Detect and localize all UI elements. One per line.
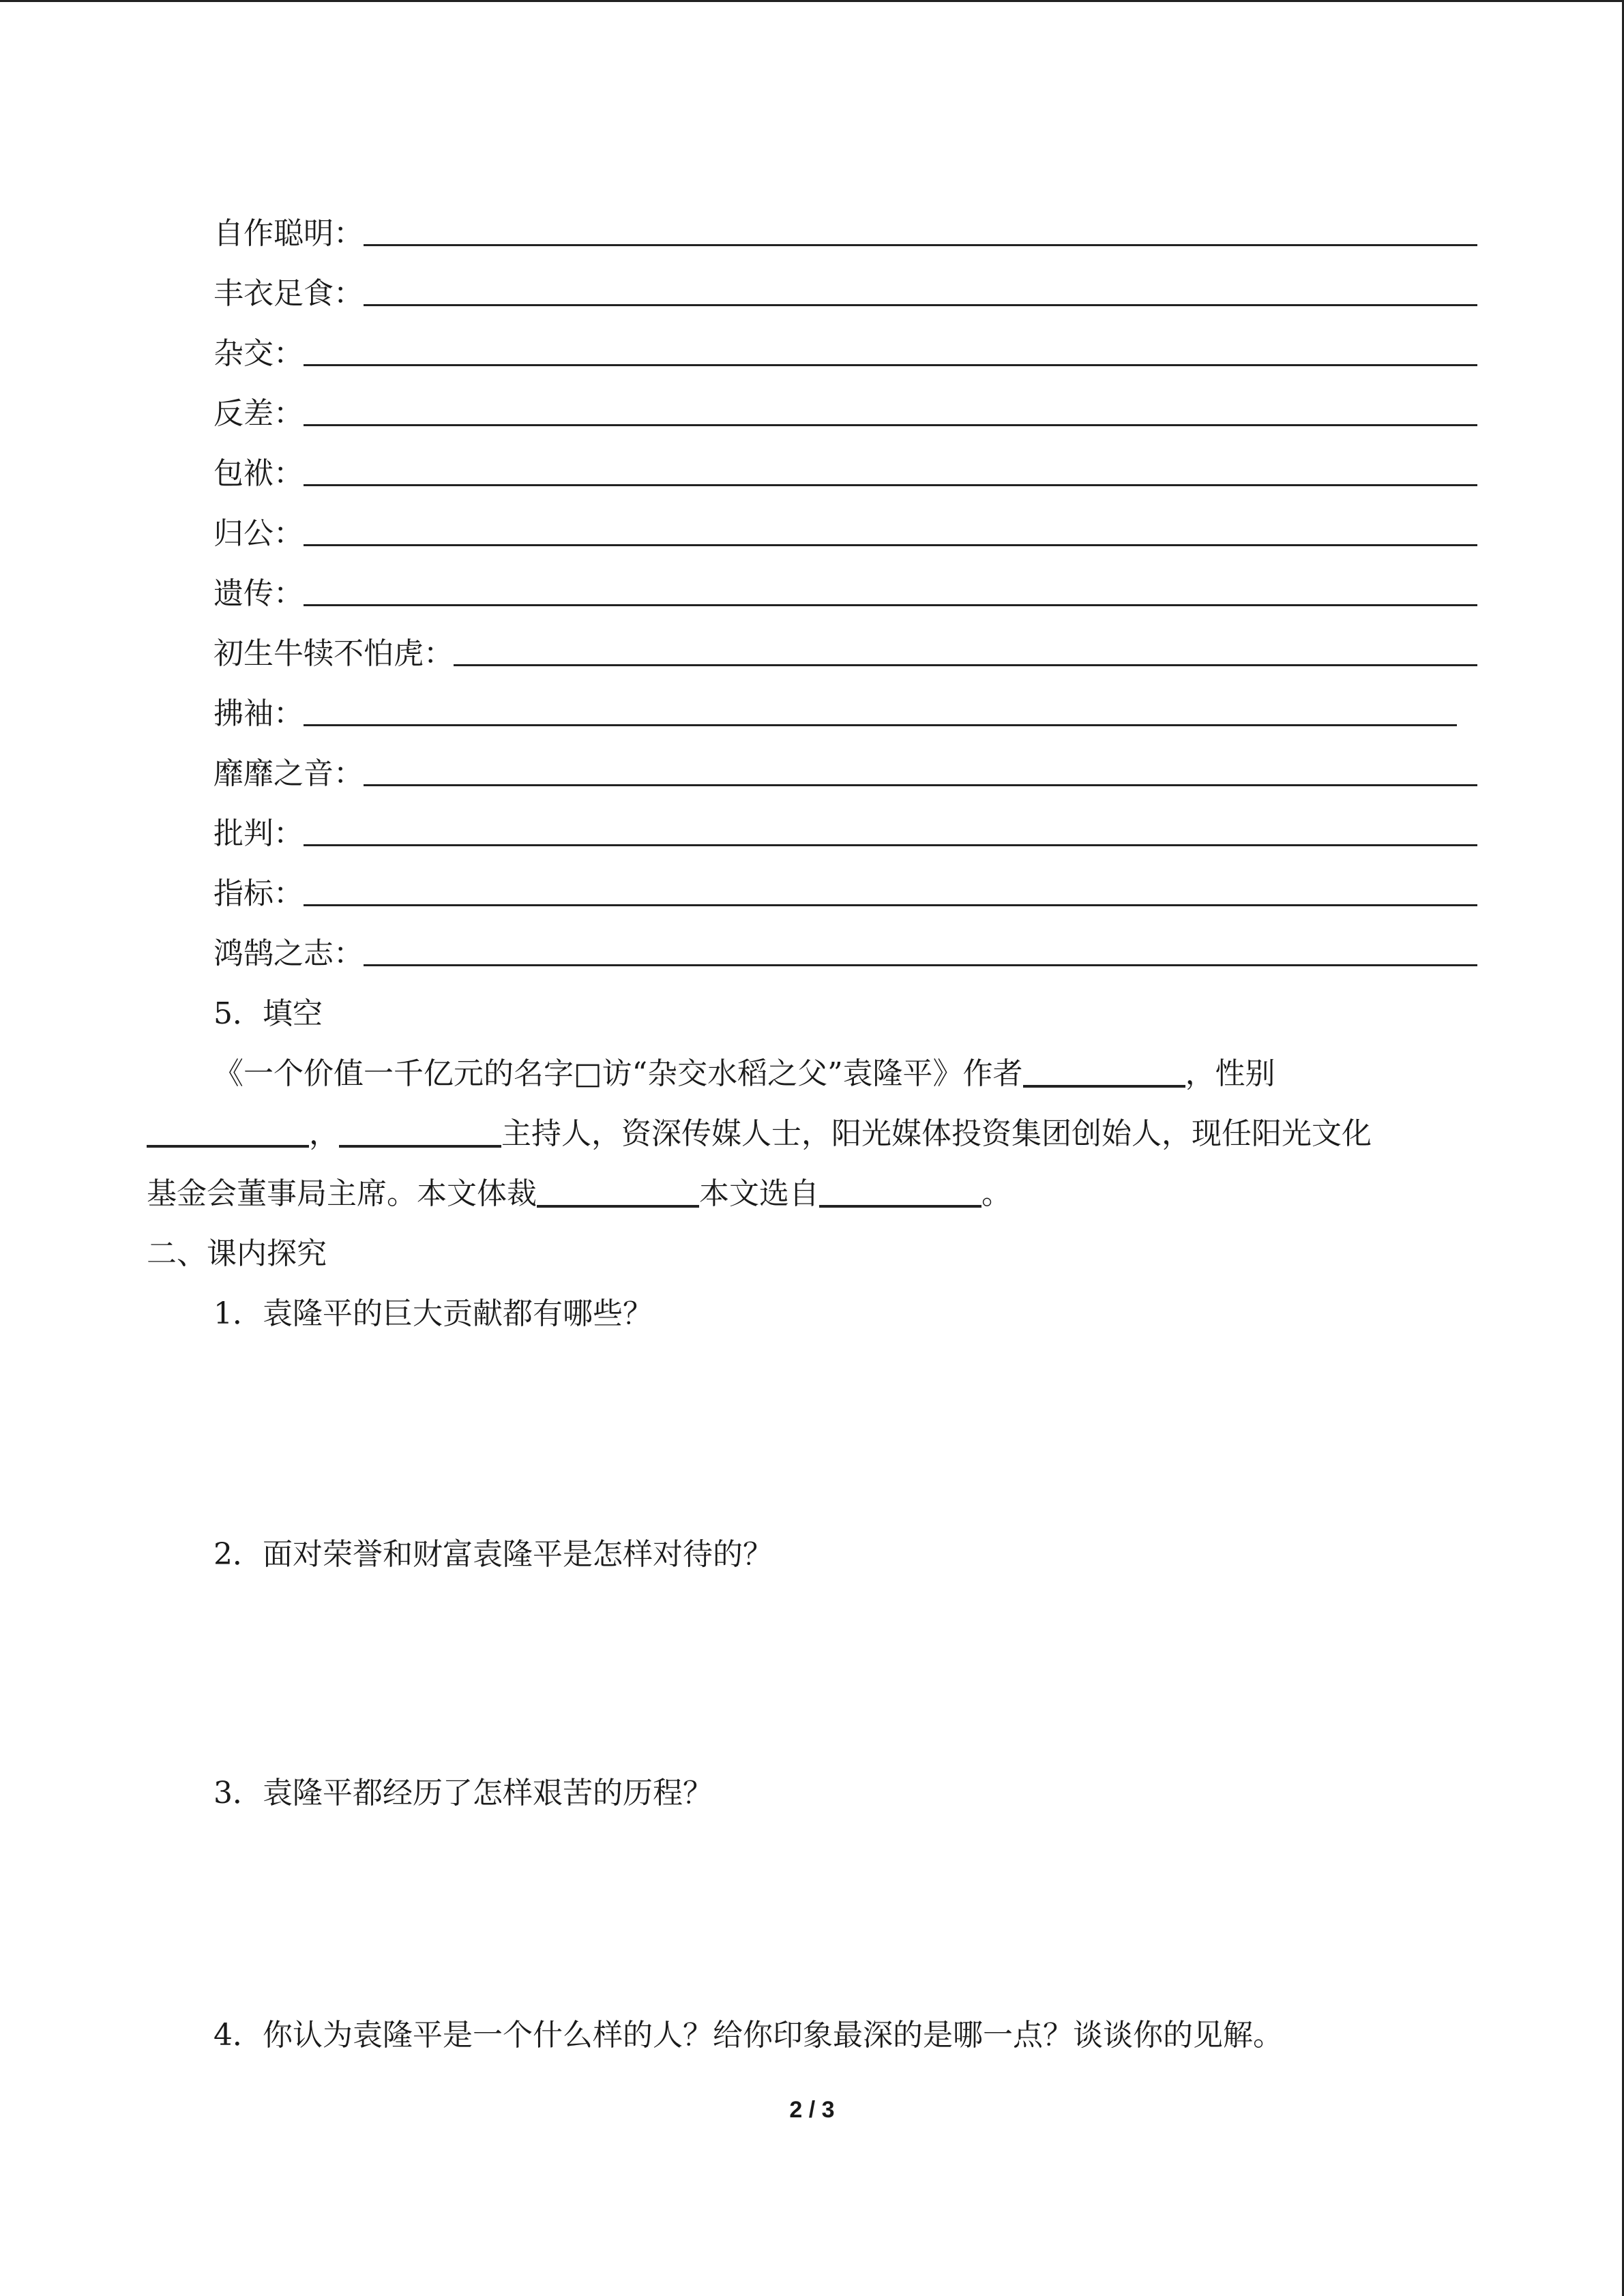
vocab-term: 指标： xyxy=(213,876,304,911)
blank-gender[interactable] xyxy=(147,1115,309,1148)
vocab-term: 遗传： xyxy=(213,576,304,611)
section-heading: 二、课内探究 xyxy=(147,1236,327,1271)
blank-author[interactable] xyxy=(1023,1055,1185,1088)
answer-line[interactable] xyxy=(304,844,1477,846)
fill-text: 基金会董事局主席。本文体裁 xyxy=(147,1176,537,1211)
vocab-term: 杂交： xyxy=(213,336,304,371)
vocab-term: 初生牛犊不怕虎： xyxy=(213,636,454,671)
page-top-border xyxy=(0,0,1624,2)
answer-line[interactable] xyxy=(304,364,1477,366)
vocab-row xyxy=(213,573,1477,614)
answer-line[interactable] xyxy=(304,424,1477,426)
answer-line[interactable] xyxy=(304,544,1477,546)
question: 4．你认为袁隆平是一个什么样的人？给你印象最深的是哪一点？谈谈你的见解。 xyxy=(213,2018,1283,2053)
vocab-term: 反差： xyxy=(213,396,304,431)
fill-text: 主持人，资深传媒人士，阳光媒体投资集团创始人，现任阳光文化 xyxy=(501,1116,1372,1151)
answer-line[interactable] xyxy=(364,964,1477,966)
vocab-row xyxy=(213,694,1457,734)
fill-text: 本文选自 xyxy=(699,1176,819,1211)
page-number: 2 / 3 xyxy=(789,2097,835,2123)
vocab-row xyxy=(213,213,1477,254)
vocab-row xyxy=(213,633,1477,674)
fill-paragraph-line-2 xyxy=(147,1114,1372,1154)
fill-paragraph-line-1 xyxy=(213,1054,1275,1094)
vocab-term: 靡靡之音： xyxy=(213,756,364,791)
fill-text: 。 xyxy=(981,1176,1012,1211)
fill-heading: 5．填空 xyxy=(213,996,323,1031)
vocab-row xyxy=(213,393,1477,434)
vocab-term: 自作聪明： xyxy=(213,216,364,251)
vocab-row xyxy=(213,273,1477,314)
answer-line[interactable] xyxy=(364,784,1477,786)
answer-line[interactable] xyxy=(304,904,1477,906)
question: 3．袁隆平都经历了怎样艰苦的历程？ xyxy=(213,1776,713,1810)
answer-line[interactable] xyxy=(364,304,1477,306)
answer-line[interactable] xyxy=(454,664,1477,666)
vocab-term: 包袱： xyxy=(213,456,304,491)
vocab-term: 拂袖： xyxy=(213,696,304,731)
fill-text: 《一个价值一千亿元的名字□访“杂交水稻之父”袁隆平》作者 xyxy=(213,1056,1023,1091)
question: 2．面对荣誉和财富袁隆平是怎样对待的？ xyxy=(213,1537,773,1572)
vocab-row xyxy=(213,754,1477,794)
fill-paragraph-line-3 xyxy=(147,1174,1012,1214)
answer-line[interactable] xyxy=(364,244,1477,246)
vocab-row xyxy=(213,513,1477,554)
vocab-row xyxy=(213,333,1477,374)
answer-line[interactable] xyxy=(304,484,1477,486)
blank-source[interactable] xyxy=(819,1175,981,1208)
vocab-term: 批判： xyxy=(213,816,304,851)
question: 1．袁隆平的巨大贡献都有哪些？ xyxy=(213,1296,653,1331)
vocab-row xyxy=(213,934,1477,974)
vocab-row xyxy=(213,453,1477,494)
answer-line[interactable] xyxy=(304,724,1457,726)
vocab-term: 丰衣足食： xyxy=(213,276,364,311)
answer-line[interactable] xyxy=(304,604,1477,606)
fill-text: ， xyxy=(309,1116,339,1151)
vocab-term: 归公： xyxy=(213,516,304,551)
blank-genre[interactable] xyxy=(537,1175,699,1208)
vocab-term: 鸿鹄之志： xyxy=(213,936,364,971)
vocab-row xyxy=(213,814,1477,854)
blank-role[interactable] xyxy=(339,1115,501,1148)
vocab-row xyxy=(213,874,1477,914)
fill-text: ，性别 xyxy=(1185,1056,1275,1091)
